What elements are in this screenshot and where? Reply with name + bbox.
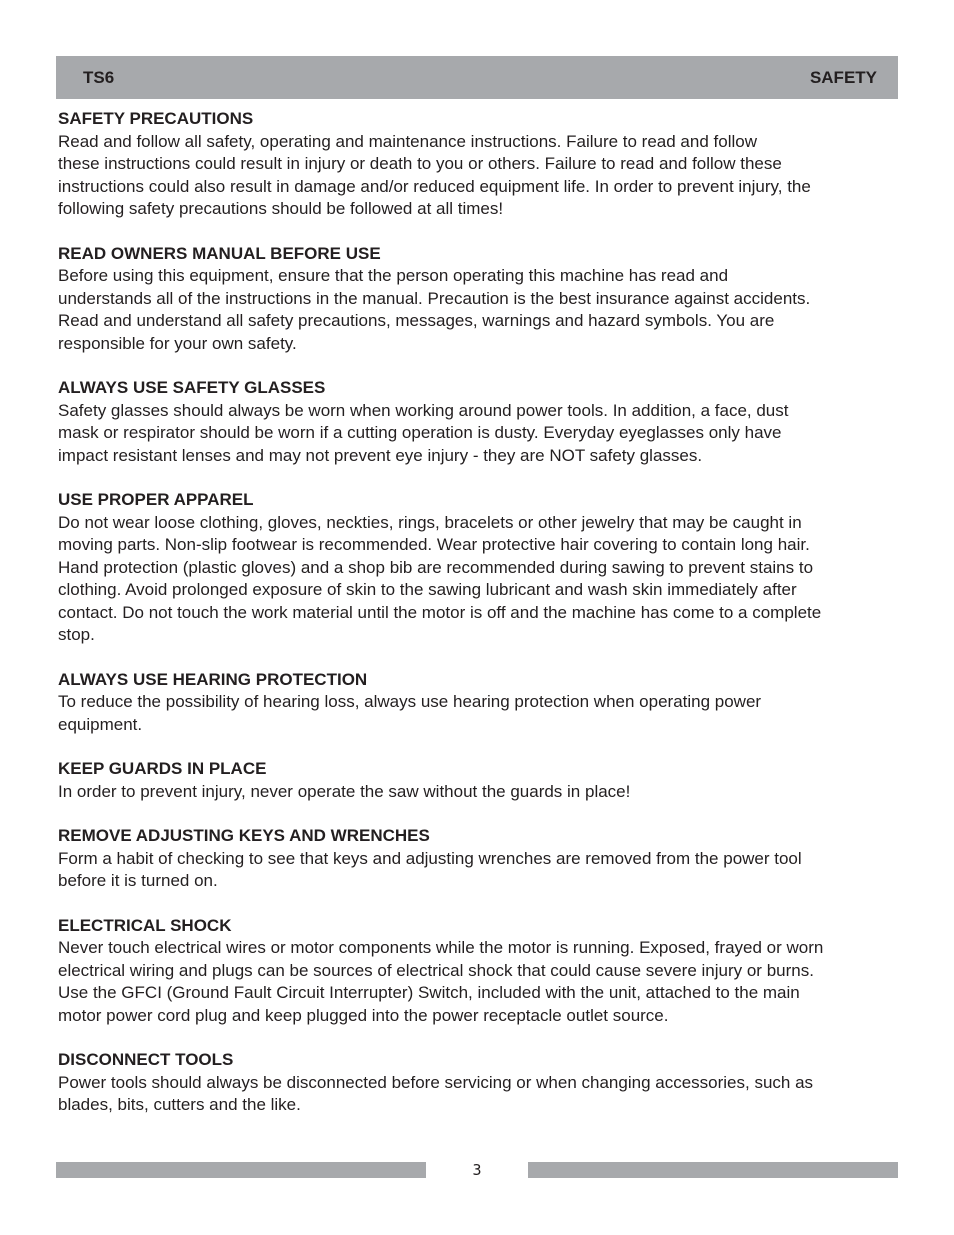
section-title: KEEP GUARDS IN PLACE (58, 759, 267, 778)
body-line: mask or respirator should be worn if a cutting operation is dusty. Everyday eyeglasses only have (58, 423, 782, 442)
section (58, 669, 904, 737)
body-line: stop. (58, 625, 95, 644)
footer-bar-left (56, 1162, 426, 1178)
body-line: contact. Do not touch the work material until the motor is off and the machine has come to a complete (58, 602, 822, 622)
body-line: before it is turned on. (58, 871, 218, 890)
body-line: Read and follow all safety, operating and maintenance instructions. Failure to read and follow (58, 131, 757, 151)
page-number: 3 (472, 1161, 482, 1179)
section-body (58, 781, 904, 804)
section (58, 758, 904, 803)
body-line: Safety glasses should always be worn when working around power tools. In addition, a face, dust (58, 400, 789, 420)
section-body (58, 848, 904, 893)
body-line: these instructions could result in injury or death to you or others. Failure to read and follow these (58, 154, 782, 173)
section-title: DISCONNECT TOOLS (58, 1050, 234, 1069)
section (58, 108, 904, 221)
footer-bar-right (528, 1162, 898, 1178)
body-line: Power tools should always be disconnected before servicing or when changing accessories, such as (58, 1072, 814, 1092)
body-line: Never touch electrical wires or motor components while the motor is running. Exposed, frayed or worn (58, 938, 824, 957)
header-bar (56, 56, 898, 99)
body-line: Before using this equipment, ensure that the person operating this machine has read and (58, 266, 729, 285)
body-line: understands all of the instructions in the manual. Precaution is the best insurance against accidents. (58, 288, 811, 308)
body-line: To reduce the possibility of hearing loss, always use hearing protection when operating power (58, 692, 762, 711)
section-body (58, 937, 904, 1027)
section-body (58, 1072, 904, 1117)
body-line: Form a habit of checking to see that keys and adjusting wrenches are removed from the power tool (58, 848, 802, 868)
section (58, 489, 904, 647)
section (58, 243, 904, 356)
section-title: REMOVE ADJUSTING KEYS AND WRENCHES (58, 826, 430, 845)
section-body (58, 512, 904, 647)
body-line: moving parts. Non-slip footwear is recommended. Wear protective hair covering to contain long hair. (58, 535, 810, 554)
body-line: instructions could also result in damage and/or reduced equipment life. In order to prevent injury, the (58, 176, 811, 196)
body-line: clothing. Avoid prolonged exposure of skin to the sawing lubricant and wash skin immediately after (58, 580, 797, 599)
section-body (58, 265, 904, 355)
body-line: Do not wear loose clothing, gloves, neckties, rings, bracelets or other jewelry that may be caught in (58, 512, 802, 532)
section-title: USE PROPER APPAREL (58, 490, 254, 509)
section (58, 377, 904, 467)
body-line: responsible for your own safety. (58, 333, 297, 353)
section-body (58, 400, 904, 468)
body-line: following safety precautions should be followed at all times! (58, 199, 504, 218)
body-line: In order to prevent injury, never operate the saw without the guards in place! (58, 781, 631, 801)
section (58, 1049, 904, 1117)
body-line: electrical wiring and plugs can be sources of electrical shock that could cause severe injury or burns. (58, 960, 814, 980)
body-line: impact resistant lenses and may not prevent eye injury - they are NOT safety glasses. (58, 445, 703, 465)
section-body (58, 691, 904, 736)
section-title: ALWAYS USE SAFETY GLASSES (58, 378, 326, 397)
section (58, 915, 904, 1028)
body-line: blades, bits, cutters and the like. (58, 1095, 301, 1114)
header-model: TS6 (83, 68, 115, 87)
section-title: ELECTRICAL SHOCK (58, 915, 232, 935)
body-line: motor power cord plug and keep plugged into the power receptacle outlet source. (58, 1005, 669, 1025)
document-body (58, 108, 904, 1139)
body-line: Use the GFCI (Ground Fault Circuit Interrupter) Switch, included with the unit, attached to the main (58, 983, 800, 1002)
section-title: READ OWNERS MANUAL BEFORE USE (58, 243, 381, 263)
section-title: SAFETY PRECAUTIONS (58, 109, 254, 128)
section-body (58, 131, 904, 221)
section-title: ALWAYS USE HEARING PROTECTION (58, 669, 368, 689)
body-line: Hand protection (plastic gloves) and a shop bib are recommended during sawing to prevent stains to (58, 557, 814, 577)
body-line: equipment. (58, 714, 143, 734)
header-section: SAFETY (809, 68, 877, 87)
section (58, 825, 904, 893)
body-line: Read and understand all safety precautions, messages, warnings and hazard symbols. You are (58, 311, 775, 330)
